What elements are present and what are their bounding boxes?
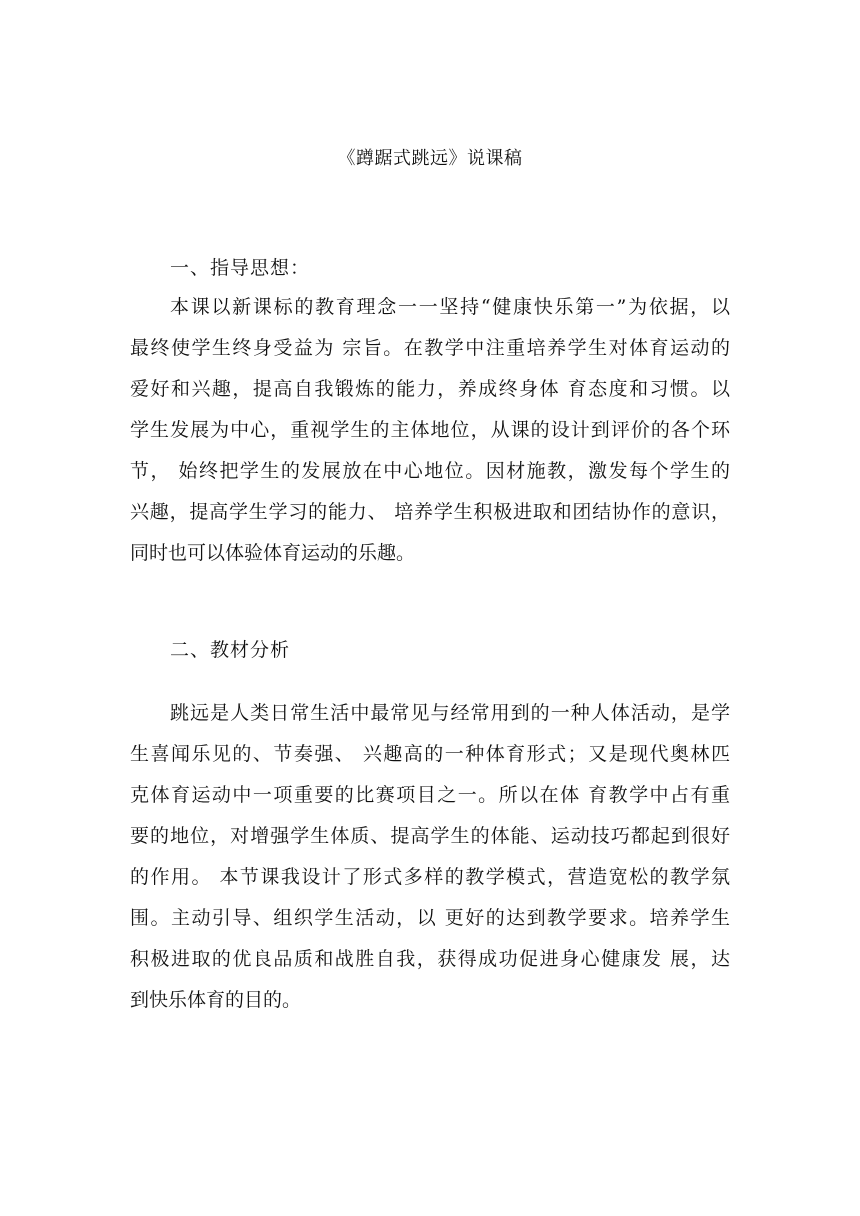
paragraph-line: 克体育运动中一项重要的比赛项目之一。所以在体 育教学中占有重 [130,784,730,806]
section-heading-guiding-ideology: 一、指导思想： [170,257,311,279]
paragraph-line: 到快乐体育的目的。 [130,989,302,1011]
paragraph-line: 积极进取的优良品质和战胜自我，获得成功促进身心健康发 展，达 [130,948,730,970]
section-paragraph-guiding-ideology [130,287,730,574]
paragraph-line: 兴趣，提高学生学习的能力、 培养学生积极进取和团结协作的意识， [130,501,730,523]
paragraph-line: 本课以新课标的教育理念一一坚持“健康快乐第一”为依据，以 [170,296,730,318]
paragraph-line: 节， 始终把学生的发展放在中心地位。因材施教，激发每个学生的 [130,460,730,482]
section-heading-material-analysis: 二、教材分析 [170,639,291,661]
paragraph-line: 同时也可以体验体育运动的乐趣。 [130,542,416,564]
paragraph-line: 围。主动引导、组织学生活动，以 更好的达到教学要求。培养学生 [130,907,730,929]
paragraph-line: 爱好和兴趣，提高自我锻炼的能力，养成终身体 育态度和习惯。以 [130,378,730,400]
paragraph-line: 的作用。 本节课我设计了形式多样的教学模式，营造宽松的教学氛 [130,866,730,888]
paragraph-line: 最终使学生终身受益为 宗旨。在教学中注重培养学生对体育运动的 [130,337,730,359]
paragraph-line: 跳远是人类日常生活中最常见与经常用到的一种人体活动，是学 [170,702,730,724]
document-title: 《蹲踞式跳远》说课稿 [337,148,523,169]
paragraph-line: 学生发展为中心，重视学生的主体地位，从课的设计到评价的各个环 [130,419,730,441]
section-paragraph-material-analysis [130,693,730,1021]
paragraph-line: 生喜闻乐见的、节奏强、 兴趣高的一种体育形式；又是现代奥林匹 [130,743,730,765]
paragraph-line: 要的地位，对增强学生体质、提高学生的体能、运动技巧都起到很好 [130,825,730,847]
